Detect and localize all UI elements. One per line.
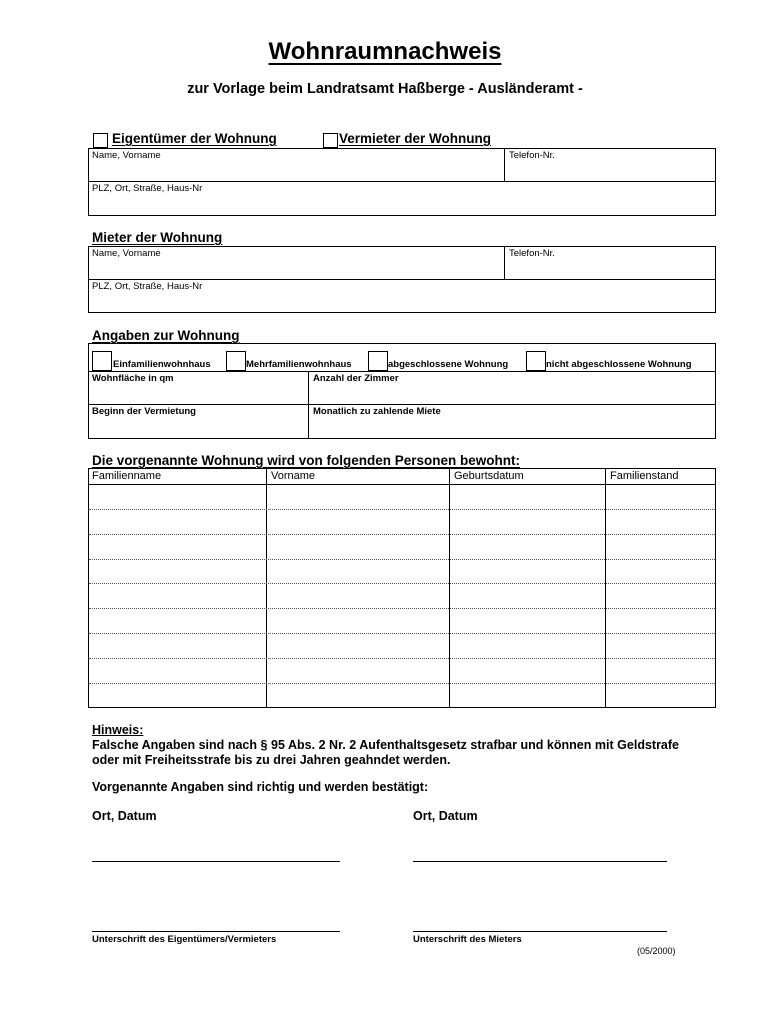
table-row[interactable] bbox=[89, 509, 715, 510]
tenant-address-field[interactable]: PLZ, Ort, Straße, Haus-Nr bbox=[92, 281, 203, 292]
apartment-heading: Angaben zur Wohnung bbox=[92, 328, 240, 343]
type-checkbox-multi-family[interactable] bbox=[226, 351, 246, 376]
tenant-signature-line[interactable] bbox=[413, 931, 667, 932]
table-row[interactable] bbox=[89, 534, 715, 535]
page-subtitle: zur Vorlage beim Landratsamt Haßberge - Ausländeramt - bbox=[187, 81, 583, 97]
confirmation-text: Vorgenannte Angaben sind richtig und werden bestätigt: bbox=[92, 780, 429, 794]
column-header-birth-date: Geburtsdatum bbox=[454, 470, 524, 482]
column-header-marital-status: Familienstand bbox=[610, 470, 679, 482]
living-space-field[interactable]: Wohnfläche in qm bbox=[92, 373, 174, 384]
place-date-right-line[interactable] bbox=[413, 861, 667, 862]
residents-table bbox=[88, 468, 716, 708]
type-checkbox-not-self-contained[interactable] bbox=[526, 351, 546, 376]
table-row[interactable] bbox=[89, 583, 715, 584]
type-label-not-self-contained: nicht abgeschlossene Wohnung bbox=[546, 359, 692, 370]
place-date-left-line[interactable] bbox=[92, 861, 340, 862]
owner-box bbox=[88, 148, 716, 216]
owner-name-field[interactable]: Name, Vorname bbox=[92, 150, 161, 161]
place-date-right-label: Ort, Datum bbox=[413, 809, 478, 823]
owner-signature-label: Unterschrift des Eigentümers/Vermieters bbox=[92, 934, 277, 945]
tenant-phone-field[interactable]: Telefon-Nr. bbox=[509, 248, 555, 259]
table-row[interactable] bbox=[89, 608, 715, 609]
notice-text: Falsche Angaben sind nach § 95 Abs. 2 Nr. 2 Aufenthaltsgesetz strafbar und können mit Geldstrafe oder mit Freiheitsstrafe bis zu drei Jahren geahndet werden. bbox=[92, 738, 679, 767]
page-title: Wohnraumnachweis bbox=[268, 38, 502, 65]
tenant-name-field[interactable]: Name, Vorname bbox=[92, 248, 161, 259]
tenant-heading: Mieter der Wohnung bbox=[92, 230, 223, 245]
table-row[interactable] bbox=[89, 658, 715, 659]
column-header-first-name: Vorname bbox=[271, 470, 316, 482]
rooms-field[interactable]: Anzahl der Zimmer bbox=[313, 373, 399, 384]
owner-option-label: Eigentümer der Wohnung bbox=[112, 131, 277, 146]
tenant-signature-label: Unterschrift des Mieters bbox=[413, 934, 522, 945]
apartment-box bbox=[88, 343, 716, 439]
owner-phone-field[interactable]: Telefon-Nr. bbox=[509, 150, 555, 161]
place-date-left-label: Ort, Datum bbox=[92, 809, 157, 823]
type-label-single-family: Einfamilienwohnhaus bbox=[113, 359, 211, 370]
table-row[interactable] bbox=[89, 683, 715, 684]
residents-heading: Die vorgenannte Wohnung wird von folgenden Personen bewohnt: bbox=[92, 453, 521, 468]
version-label: (05/2000) bbox=[637, 946, 676, 956]
rental-start-field[interactable]: Beginn der Vermietung bbox=[92, 406, 196, 417]
column-header-family-name: Familienname bbox=[92, 470, 162, 482]
monthly-rent-field[interactable]: Monatlich zu zahlende Miete bbox=[313, 406, 441, 417]
type-label-multi-family: Mehrfamilienwohnhaus bbox=[246, 359, 352, 370]
landlord-option-label: Vermieter der Wohnung bbox=[339, 131, 492, 146]
owner-signature-line[interactable] bbox=[92, 931, 340, 932]
type-label-self-contained: abgeschlossene Wohnung bbox=[388, 359, 509, 370]
table-row[interactable] bbox=[89, 559, 715, 560]
owner-address-field[interactable]: PLZ, Ort, Straße, Haus-Nr bbox=[92, 183, 203, 194]
notice-heading: Hinweis: bbox=[92, 723, 144, 737]
table-row[interactable] bbox=[89, 633, 715, 634]
